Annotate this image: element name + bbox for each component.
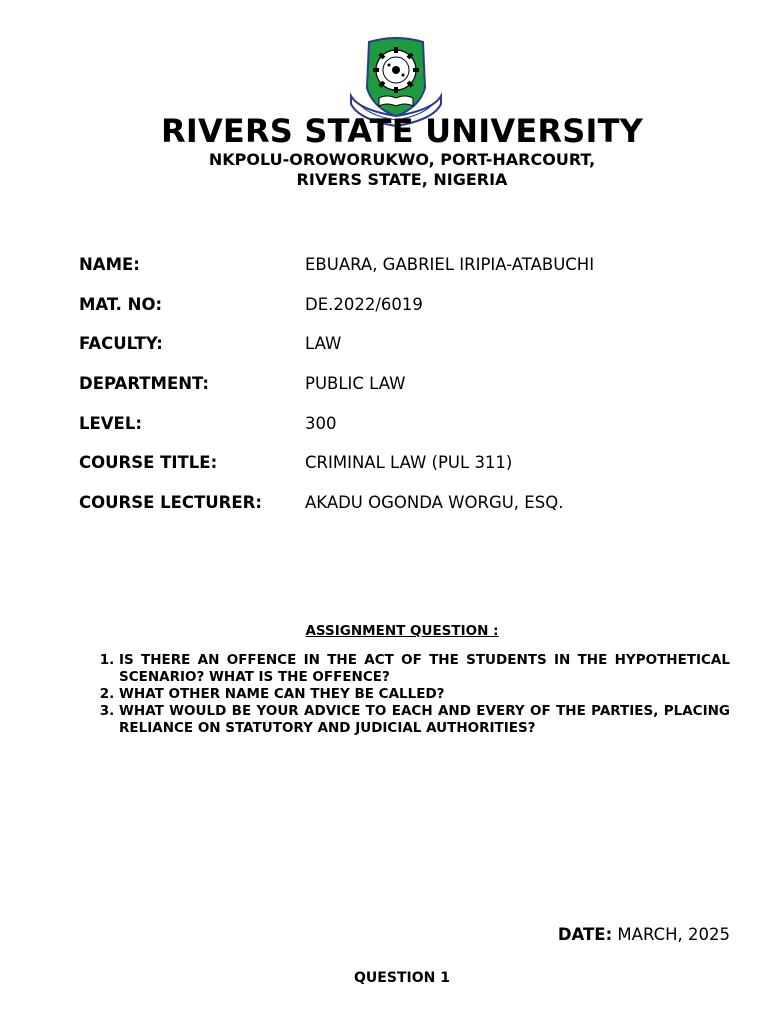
detail-row-course-lecturer (79, 493, 739, 533)
detail-value: DE.2022/6019 (305, 294, 423, 314)
address-line-2: RIVERS STATE, NIGERIA (296, 170, 508, 189)
assignment-question: 3. WHAT WOULD BE YOUR ADVICE TO EACH AND EVERY OF THE PARTIES, PLACING RELIANCE ON STATUTORY AND JUDICIAL AUTHORITIES? (119, 703, 730, 737)
detail-value: CRIMINAL LAW (PUL 311) (305, 453, 513, 473)
detail-label: NAME: (79, 255, 140, 274)
assignment-question: 2. WHAT OTHER NAME CAN THEY BE CALLED? (119, 686, 730, 703)
detail-value: EBUARA, GABRIEL IRIPIA-ATABUCHI (305, 255, 595, 274)
section-heading: QUESTION 1 (354, 970, 450, 986)
detail-row-name (79, 255, 739, 295)
detail-row-level (79, 414, 739, 454)
detail-label: COURSE LECTURER: (79, 493, 262, 513)
detail-label: MAT. NO: (79, 294, 163, 314)
detail-row-mat-no (79, 295, 739, 335)
detail-value: PUBLIC LAW (305, 374, 406, 394)
assignment-question: 1. IS THERE AN OFFENCE IN THE ACT OF THE STUDENTS IN THE HYPOTHETICAL SCENARIO? WHAT IS THE OFFENCE? (119, 652, 730, 686)
assignment-question-list (89, 652, 730, 737)
detail-label: LEVEL: (79, 413, 142, 433)
student-details (79, 255, 739, 533)
detail-value: 300 (305, 413, 337, 433)
address-line-1: NKPOLU-OROWORUKWO, PORT-HARCOURT, (208, 150, 596, 169)
detail-value: LAW (305, 334, 342, 354)
detail-label: COURSE TITLE: (79, 453, 218, 473)
detail-row-department (79, 374, 739, 414)
date-value: MARCH, 2025 (617, 925, 730, 944)
detail-label: DEPARTMENT: (79, 374, 209, 394)
date-label: DATE: (557, 925, 613, 944)
detail-row-course-title (79, 453, 739, 493)
detail-value: AKADU OGONDA WORGU, ESQ. (305, 493, 564, 513)
detail-label: FACULTY: (79, 334, 163, 354)
detail-row-faculty (79, 334, 739, 374)
submission-date (558, 925, 730, 944)
assignment-title: ASSIGNMENT QUESTION : (305, 623, 499, 639)
university-name: RIVERS STATE UNIVERSITY (161, 112, 643, 150)
